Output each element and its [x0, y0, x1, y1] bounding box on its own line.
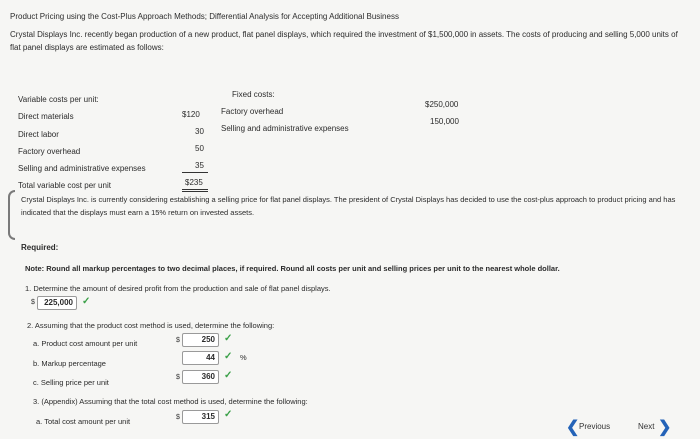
correct-check-icon: ✓ — [224, 351, 233, 362]
subtotal-rule — [182, 172, 208, 173]
variable-cost-label: Selling and administrative expenses — [18, 164, 146, 173]
currency-symbol: $ — [176, 374, 180, 381]
note-text: Round all markup percentages to two decimal places, if required. Round all costs per unit and selling prices per unit to the nearest whole dollar. — [44, 264, 560, 273]
total-rule-bottom — [182, 191, 208, 192]
correct-check-icon: ✓ — [82, 296, 91, 307]
variable-cost-value: 30 — [195, 127, 204, 136]
variable-cost-value: 50 — [195, 144, 204, 153]
variable-total-value: $235 — [185, 178, 203, 187]
currency-symbol: $ — [176, 414, 180, 421]
question-1-label: 1. Determine the amount of desired profit from the production and sale of flat panel displays. — [25, 284, 331, 293]
question-2b-label: b. Markup percentage — [33, 359, 106, 368]
correct-check-icon: ✓ — [224, 409, 233, 420]
required-heading: Required: — [21, 243, 59, 252]
product-cost-per-unit-input[interactable]: 250 — [182, 333, 219, 347]
scenario-text: Crystal Displays Inc. is currently considering establishing a selling price for flat panel displays. The president of Crystal Displays has decided to use the cost-plus approach to product pricing and has indicated that the displays must earn a 15% return on invested assets. — [21, 195, 676, 217]
variable-total-label: Total variable cost per unit — [18, 181, 111, 190]
variable-cost-label: Factory overhead — [18, 147, 81, 156]
selling-price-per-unit-input[interactable]: 360 — [182, 370, 219, 384]
page-title: Product Pricing using the Cost-Plus Approach Methods; Differential Analysis for Accepting Additional Business — [10, 12, 399, 21]
instructions-note — [25, 264, 560, 273]
problem-intro: Crystal Displays Inc. recently began production of a new product, flat panel displays, which required the investment of $1,500,000 in assets. The costs of producing and selling 5,000 units of flat panel displays are estimated as follows: — [10, 30, 678, 52]
chevron-left-icon: ❮ — [566, 419, 580, 436]
total-cost-per-unit-input[interactable]: 315 — [182, 410, 219, 424]
fixed-cost-label: Factory overhead — [221, 107, 284, 116]
question-2a-label: a. Product cost amount per unit — [33, 339, 138, 348]
variable-cost-value: $120 — [182, 110, 200, 119]
question-3a-label: a. Total cost amount per unit — [36, 417, 131, 426]
question-3-label: 3. (Appendix) Assuming that the total cost method is used, determine the following: — [33, 397, 308, 406]
total-rule-top — [182, 189, 208, 190]
variable-costs-heading: Variable costs per unit: — [18, 95, 99, 104]
variable-cost-label: Direct materials — [18, 112, 74, 121]
currency-symbol: $ — [176, 337, 180, 344]
next-label: Next — [638, 422, 655, 431]
percent-suffix: % — [240, 353, 247, 362]
next-button[interactable] — [636, 418, 686, 436]
markup-percentage-input[interactable]: 44 — [182, 351, 219, 365]
question-2c-label: c. Selling price per unit — [33, 378, 109, 387]
question-2-label: 2. Assuming that the product cost method is used, determine the following: — [27, 321, 275, 330]
previous-label: Previous — [579, 422, 611, 431]
correct-check-icon: ✓ — [224, 333, 233, 344]
fixed-costs-heading: Fixed costs: — [232, 90, 275, 99]
previous-button[interactable] — [566, 418, 626, 436]
desired-profit-input[interactable]: 225,000 — [37, 296, 77, 310]
variable-cost-value: 35 — [195, 161, 204, 170]
note-prefix: Note: — [25, 264, 45, 273]
section-bracket — [8, 190, 15, 240]
fixed-cost-label: Selling and administrative expenses — [221, 124, 349, 133]
fixed-cost-value: $250,000 — [425, 100, 459, 109]
fixed-cost-value: 150,000 — [430, 117, 459, 126]
currency-symbol: $ — [31, 299, 35, 306]
chevron-right-icon: ❯ — [658, 419, 672, 436]
correct-check-icon: ✓ — [224, 370, 233, 381]
variable-cost-label: Direct labor — [18, 130, 59, 139]
